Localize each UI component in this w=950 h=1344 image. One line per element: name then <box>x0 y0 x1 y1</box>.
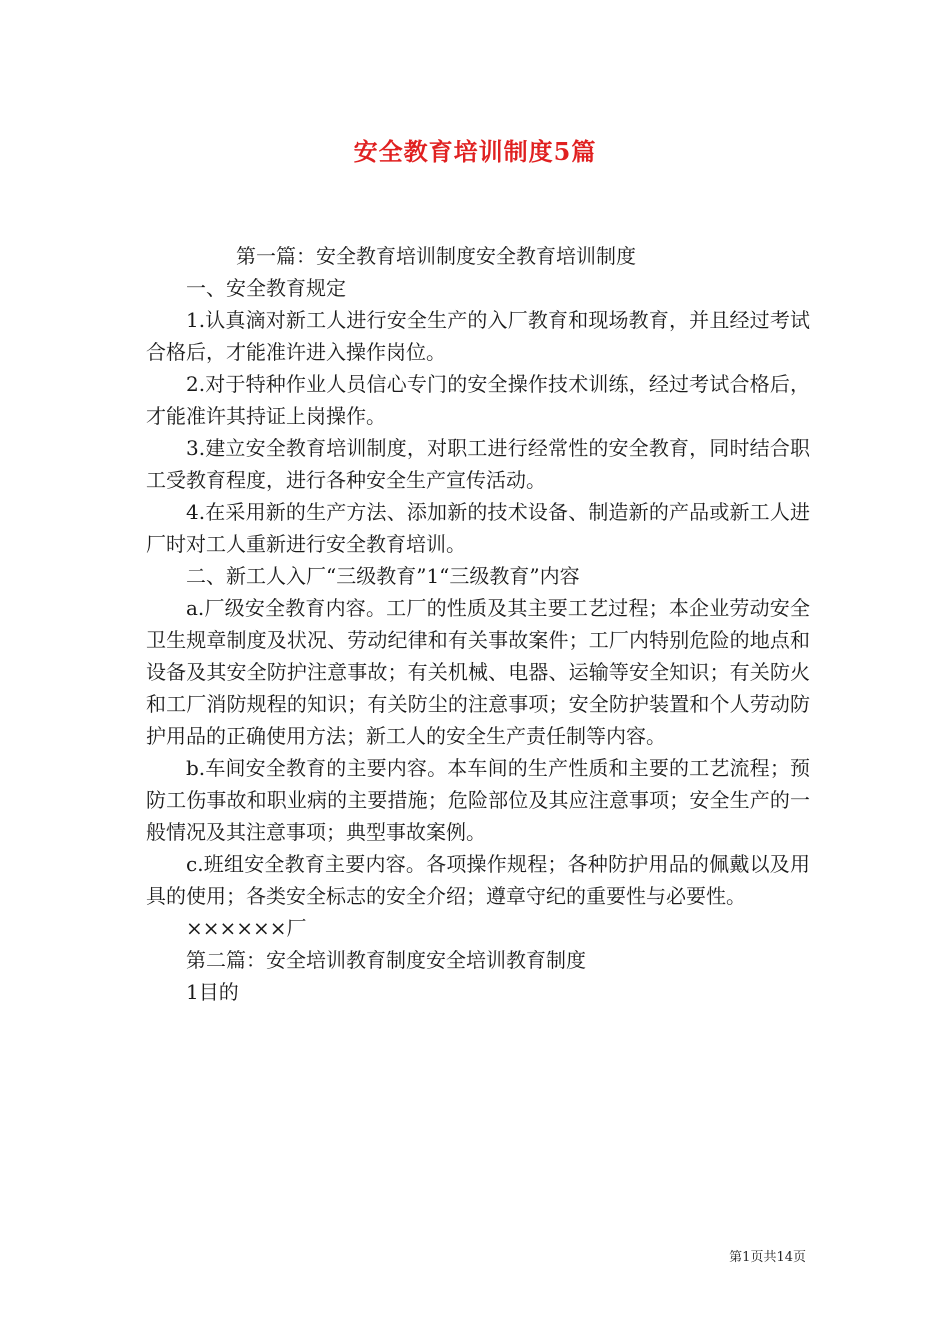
section-heading-1: 一、安全教育规定 <box>186 276 346 300</box>
paragraph-item-2: 2.对于特种作业人员信心专门的安全操作技术训练，经过考试合格后，才能准许其持证上岗操作。 <box>146 372 810 428</box>
page-number: 第1页共14页 <box>729 1250 806 1265</box>
paragraph-item-c: c.班组安全教育主要内容。各项操作规程；各种防护用品的佩戴以及用具的使用；各类安全标志的安全介绍；遵章守纪的重要性与必要性。 <box>146 852 810 908</box>
paragraph-item-4: 4.在采用新的生产方法、添加新的技术设备、制造新的产品或新工人进厂时对工人重新进行安全教育培训。 <box>146 500 810 556</box>
paragraph-item-1: 1.认真滴对新工人进行安全生产的入厂教育和现场教育，并且经过考试合格后，才能准许进入操作岗位。 <box>146 308 810 364</box>
paragraph-purpose: 1目的 <box>186 980 239 1004</box>
paragraph-item-3: 3.建立安全教育培训制度，对职工进行经常性的安全教育，同时结合职工受教育程度，进行各种安全生产宣传活动。 <box>146 436 810 492</box>
document-title: 安全教育培训制度5篇 <box>353 137 597 166</box>
signature-line: ××××××厂 <box>186 916 307 940</box>
section-heading-part-2: 第二篇：安全培训教育制度安全培训教育制度 <box>186 948 586 972</box>
section-heading-part-1: 第一篇：安全教育培训制度安全教育培训制度 <box>236 244 636 268</box>
section-heading-2: 二、新工人入厂“三级教育”1“三级教育”内容 <box>186 564 580 588</box>
paragraph-item-b: b.车间安全教育的主要内容。本车间的生产性质和主要的工艺流程；预防工伤事故和职业病的主要措施；危险部位及其应注意事项；安全生产的一般情况及其注意事项；典型事故案例。 <box>146 756 810 844</box>
document-body <box>146 240 810 1008</box>
paragraph-item-a: a.厂级安全教育内容。工厂的性质及其主要工艺过程；本企业劳动安全卫生规章制度及状况、劳动纪律和有关事故案件；工厂内特别危险的地点和设备及其安全防护注意事故；有关机械、电器、运输等安全知识；有关防火和工厂消防规程的知识；有关防尘的注意事项；安全防护装置和个人劳动防护用品的正确使用方法；新工人的安全生产责任制等内容。 <box>146 596 810 748</box>
